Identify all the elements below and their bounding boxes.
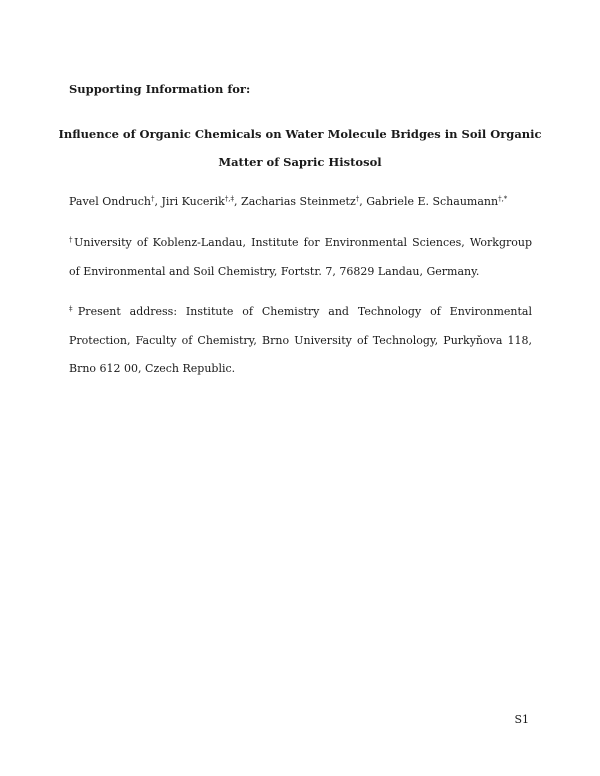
affiliation-text: University of Koblenz-Landau, Institute for Environmental Sciences, Workgroup of Environmental and Soil Chemistry, Fortstr. 7, 76829 Landau, Germany. xyxy=(69,236,533,278)
author-name: Pavel Ondruch xyxy=(69,195,151,208)
author-affiliation-mark: † xyxy=(150,195,155,203)
author-affiliation-mark: †,* xyxy=(498,195,508,203)
page-number: S1 xyxy=(514,713,529,726)
affiliation-text: Present address: Institute of Chemistry and Technology of Environmental Protection, Faculty of Chemistry, Brno University of Technology, Purkyňova 118, Brno 612 00, Czech Republic. xyxy=(69,305,533,375)
author-name: Gabriele E. Schaumann xyxy=(366,195,499,208)
author-list xyxy=(69,193,507,211)
paper-title: Influence of Organic Chemicals on Water Molecule Bridges in Soil Organic Matter of Sapric Histosol xyxy=(58,127,542,169)
author-name: Jiri Kucerik xyxy=(161,195,225,208)
supporting-information-label: Supporting Information for: xyxy=(69,82,251,96)
affiliation-present-address xyxy=(69,298,532,384)
affiliation-mark: ‡ xyxy=(69,305,78,313)
affiliation-koblenz-landau xyxy=(69,229,532,286)
author-separator: , xyxy=(359,195,367,208)
author-name: Zacharias Steinmetz xyxy=(241,195,356,208)
author-separator: , xyxy=(154,195,162,208)
affiliation-mark: † xyxy=(69,236,75,244)
author-separator: , xyxy=(234,195,242,208)
author-affiliation-mark: † xyxy=(355,195,360,203)
author-affiliation-mark: †,‡ xyxy=(224,195,235,203)
